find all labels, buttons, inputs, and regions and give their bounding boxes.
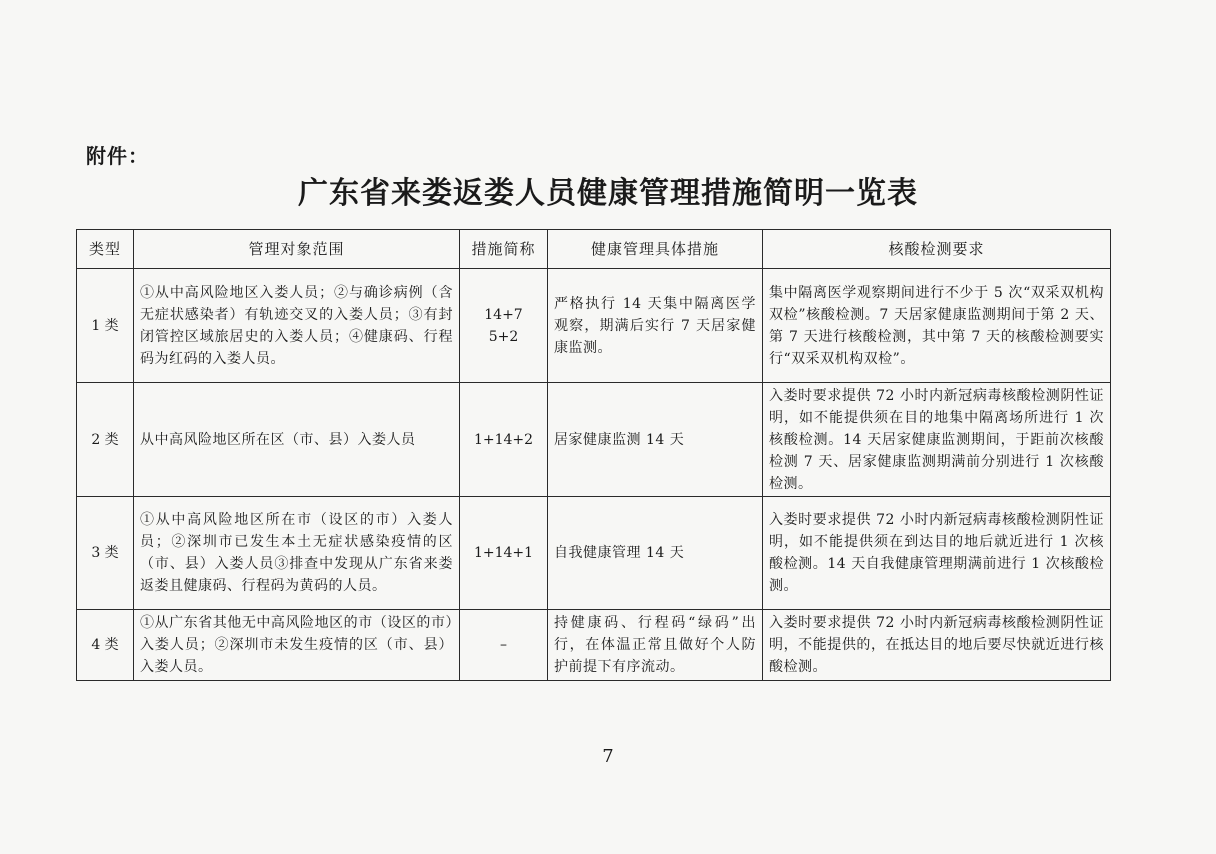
header-type: 类型	[77, 230, 134, 269]
cell-abbreviation	[460, 610, 548, 681]
header-scope: 管理对象范围	[134, 230, 460, 269]
cell-testing: 入娄时要求提供 72 小时内新冠病毒核酸检测阴性证明，如不能提供须在目的地集中隔离场所进行 1 次核酸检测。14 天居家健康监测期间，于距前次核酸检测 7 天、居家健康监测期满前分别进行 1 次核酸检测。	[763, 383, 1111, 497]
cell-measures: 自我健康管理 14 天	[548, 497, 763, 610]
cell-scope: 从中高风险地区所在区（市、县）入娄人员	[134, 383, 460, 497]
abbreviation-line: –	[500, 637, 507, 653]
cell-abbreviation	[460, 383, 548, 497]
table-row	[77, 383, 1111, 497]
cell-abbreviation	[460, 497, 548, 610]
cell-testing: 集中隔离医学观察期间进行不少于 5 次“双采双机构双检”核酸检测。7 天居家健康监测期间于第 2 天、第 7 天进行核酸检测，其中第 7 天的核酸检测要实行“双采双机构双检”。	[763, 269, 1111, 383]
cell-abbreviation	[460, 269, 548, 383]
cell-scope: ①从中高风险地区所在市（设区的市）入娄人员；②深圳市已发生本土无症状感染疫情的区（市、县）入娄人员③排查中发现从广东省来娄返娄且健康码、行程码为黄码的人员。	[134, 497, 460, 610]
header-testing: 核酸检测要求	[763, 230, 1111, 269]
cell-measures: 严格执行 14 天集中隔离医学观察，期满后实行 7 天居家健康监测。	[548, 269, 763, 383]
header-abbreviation: 措施简称	[460, 230, 548, 269]
table-header-row	[77, 230, 1111, 269]
cell-type: 4 类	[77, 610, 134, 681]
annex-label: 附件：	[86, 144, 149, 168]
cell-measures: 居家健康监测 14 天	[548, 383, 763, 497]
cell-type: 1 类	[77, 269, 134, 383]
table-row	[77, 269, 1111, 383]
header-measures: 健康管理具体措施	[548, 230, 763, 269]
abbreviation-line: 5+2	[488, 328, 519, 345]
cell-testing: 入娄时要求提供 72 小时内新冠病毒核酸检测阴性证明，如不能提供须在到达目的地后就近进行 1 次核酸检测。14 天自我健康管理期满前进行 1 次核酸检测。	[763, 497, 1111, 610]
table-row	[77, 610, 1111, 681]
cell-type: 2 类	[77, 383, 134, 497]
cell-testing: 入娄时要求提供 72 小时内新冠病毒核酸检测阴性证明，不能提供的，在抵达目的地后要尽快就近进行核酸检测。	[763, 610, 1111, 681]
cell-scope: ①从中高风险地区入娄人员；②与确诊病例（含无症状感染者）有轨迹交叉的入娄人员；③有封闭管控区域旅居史的入娄人员；④健康码、行程码为红码的入娄人员。	[134, 269, 460, 383]
cell-measures: 持健康码、行程码“绿码”出行，在体温正常且做好个人防护前提下有序流动。	[548, 610, 763, 681]
page-number: 7	[602, 746, 614, 767]
cell-type: 3 类	[77, 497, 134, 610]
abbreviation-line: 14+7	[484, 306, 523, 323]
cell-scope: ①从广东省其他无中高风险地区的市（设区的市）入娄人员；②深圳市未发生疫情的区（市、县）入娄人员。	[134, 610, 460, 681]
abbreviation-line: 1+14+1	[473, 545, 534, 561]
document-title: 广东省来娄返娄人员健康管理措施简明一览表	[298, 176, 918, 211]
health-management-table	[76, 229, 1111, 681]
abbreviation-line: 1+14+2	[473, 431, 534, 448]
table-row	[77, 497, 1111, 610]
